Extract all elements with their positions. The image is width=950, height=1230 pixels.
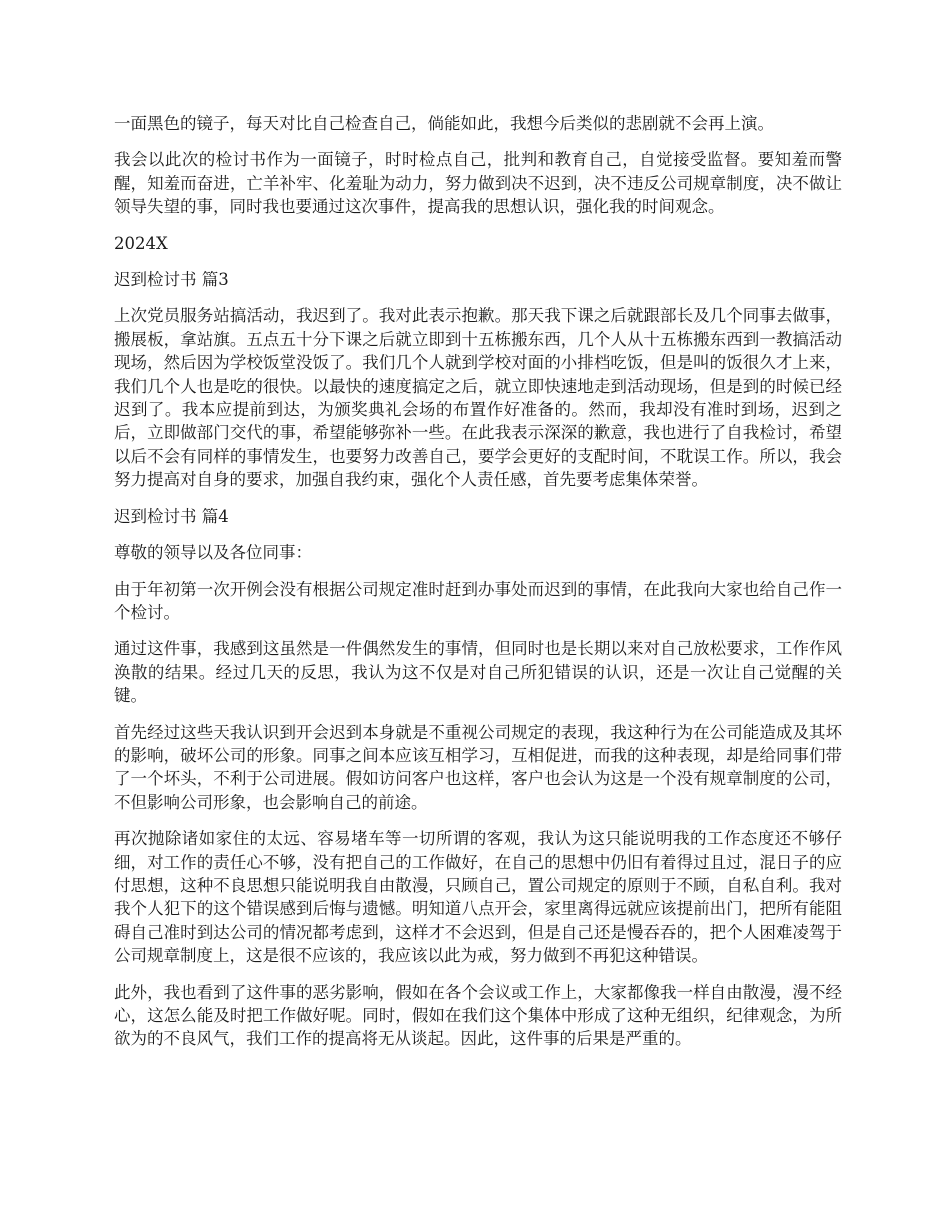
salutation: 尊敬的领导以及各位同事： (114, 543, 312, 563)
paragraph-first-point: 首先经过这些天我认识到开会迟到本身就是不重视公司规定的表现，我这种行为在公司能造成及其坏的影响，破坏公司的形象。同事之间本应该互相学习，互相促进，而我的这种表现，却是给同事们带了一个坏头，不利于公司进展。假如访问客户也这样，客户也会认为这是一个没有规章制度的公司，不但影响公司形象，也会影响自己的前途。 (114, 722, 842, 812)
paragraph-meeting-late: 由于年初第一次开例会没有根据公司规定准时赶到办事处而迟到的事情，在此我向大家也给自己作一个检讨。 (114, 579, 842, 622)
paragraph-self-reflection: 我会以此次的检讨书作为一面镜子，时时检点自己，批判和教育自己，自觉接受监督。要知羞而警醒，知羞而奋进，亡羊补牢、化羞耻为动力，努力做到决不迟到，决不违反公司规章制度，决不做让领导失望的事，同时我也要通过这次事件，提高我的思想认识，强化我的时间观念。 (114, 150, 842, 217)
year-label: 2024X (114, 233, 168, 253)
paragraph-consequences: 此外，我也看到了这件事的恶劣影响，假如在各个会议或工作上，大家都像我一样自由散漫，漫不经心，这怎么能及时把工作做好呢。同时，假如在我们这个集体中形成了这种无组织，纪律观念，为所欲为的不良风气，我们工作的提高将无从谈起。因此，这件事的后果是严重的。 (114, 982, 842, 1049)
paragraph-second-point: 再次抛除诸如家住的太远、容易堵车等一切所谓的客观，我认为这只能说明我的工作态度还不够仔细，对工作的责任心不够，没有把自己的工作做好，在自己的思想中仍旧有着得过且过，混日子的应付思想，这种不良思想只能说明我自由散漫，只顾自己，置公司规定的原则于不顾，自私自利。我对我个人犯下的这个错误感到后悔与遗憾。明知道八点开会，家里离得远就应该提前出门，把所有能阻碍自己准时到达公司的情况都考虑到，这样才不会迟到，但是自己还是慢吞吞的，把个人困难凌驾于公司规章制度上，这是很不应该的，我应该以此为戒，努力做到不再犯这种错误。 (114, 829, 842, 966)
paragraph-mirror-conclusion: 一面黑色的镜子，每天对比自己检查自己，倘能如此，我想今后类似的悲剧就不会再上演。 (114, 114, 774, 133)
document-body (114, 112, 842, 1064)
paragraph-realization: 通过这件事，我感到这虽然是一件偶然发生的事情，但同时也是长期以来对自己放松要求，工作作风涣散的结果。经过几天的反思，我认为这不仅是对自己所犯错误的认识，还是一次让自己觉醒的关键。 (114, 639, 842, 706)
section-title-4: 迟到检讨书 篇4 (114, 506, 229, 526)
paragraph-party-event: 上次党员服务站搞活动，我迟到了。我对此表示抱歉。那天我下课之后就跟部长及几个同事去做事，搬展板，拿站旗。五点五十分下课之后就立即到十五栋搬东西，几个人从十五栋搬东西到一教搞活动现场，然后因为学校饭堂没饭了。我们几个人就到学校对面的小排档吃饭，但是叫的饭很久才上来，我们几个人也是吃的很快。以最快的速度搞定之后，就立即快速地走到活动现场，但是到的时候已经迟到了。我本应提前到达，为颁奖典礼会场的布置作好准备的。然而，我却没有准时到场，迟到之后，立即做部门交代的事，希望能够弥补一些。在此我表示深深的歉意，我也进行了自我检讨，希望以后不会有同样的事情发生，也要努力改善自己，要学会更好的支配时间，不耽误工作。所以，我会努力提高对自身的要求，加强自我约束，强化个人责任感，首先要考虑集体荣誉。 (114, 306, 842, 490)
section-title-3: 迟到检讨书 篇3 (114, 270, 229, 290)
